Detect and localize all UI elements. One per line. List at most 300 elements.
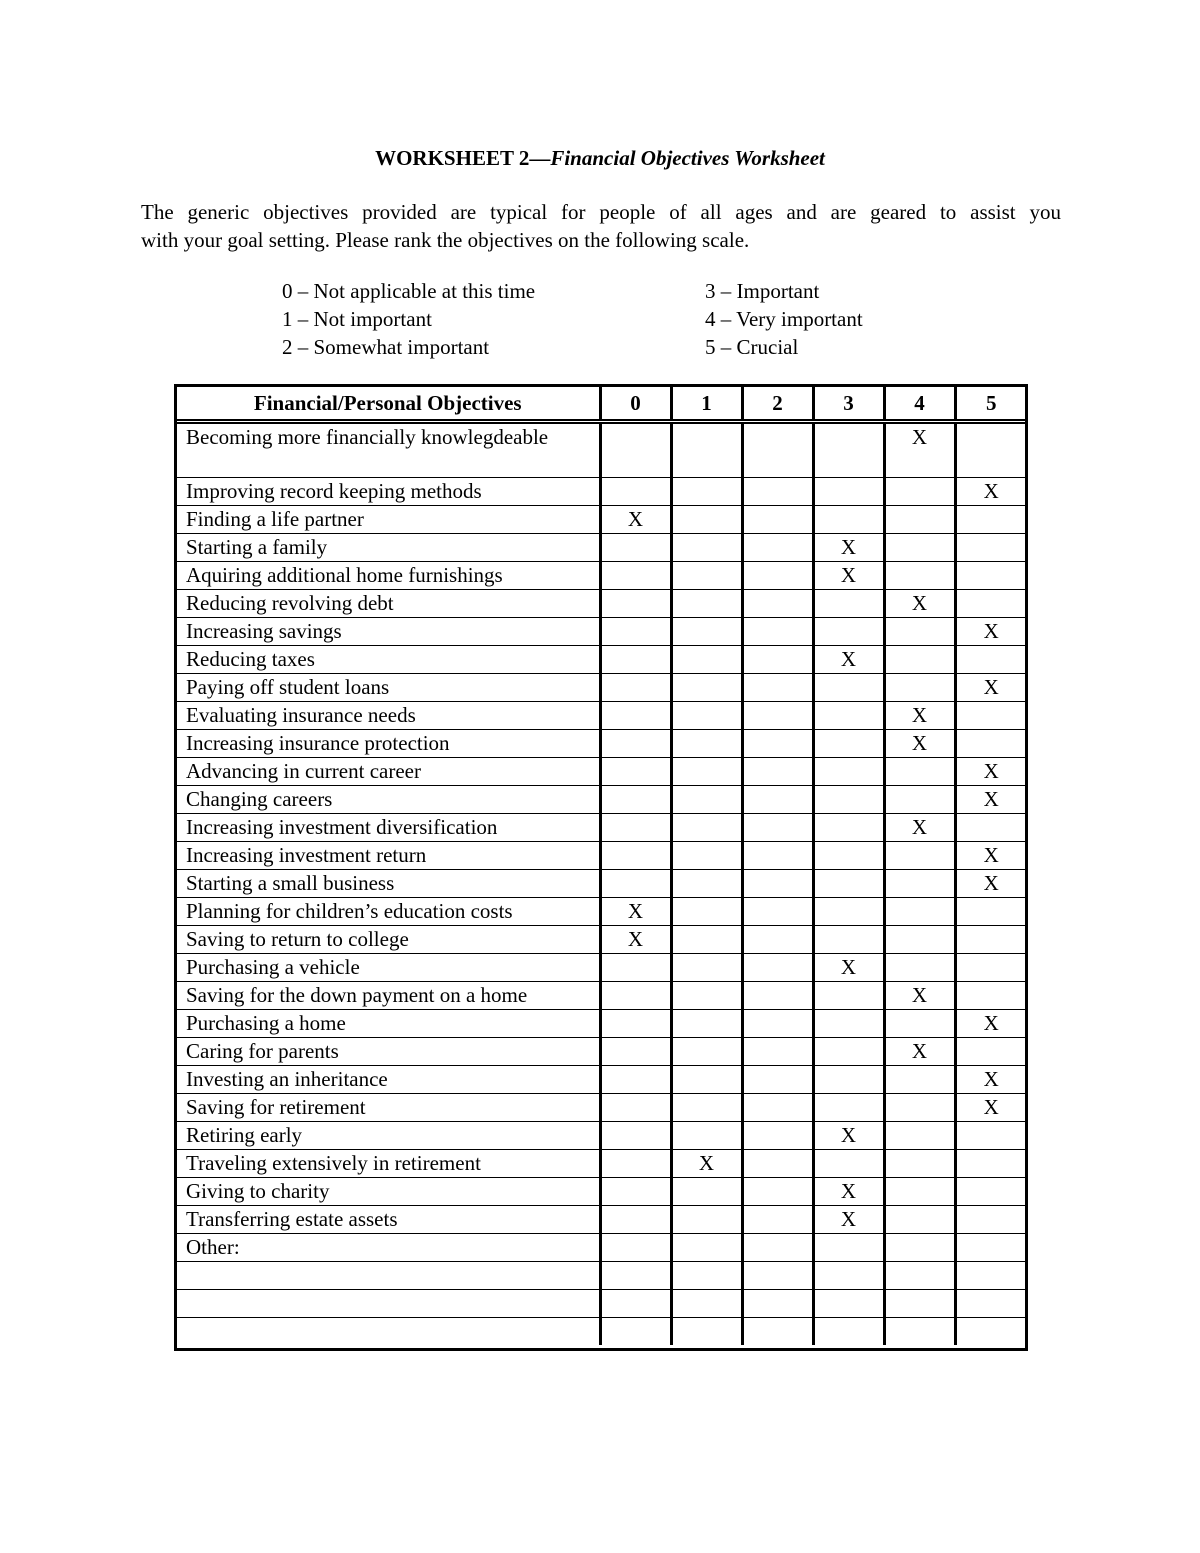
rank-cell-0[interactable] [600,534,671,562]
rank-cell-3[interactable] [813,674,884,702]
rank-mark: X [911,1039,928,1063]
rank-cell-4[interactable] [884,422,955,478]
table-row [177,1290,1026,1318]
rank-cell-1[interactable] [671,1318,742,1346]
rank-mark: X [840,1207,857,1231]
rank-cell-0[interactable] [600,758,671,786]
rank-cell-1[interactable] [671,1094,742,1122]
table-row [177,730,1026,758]
objective-label: Giving to charity [177,1178,600,1206]
rank-cell-2[interactable] [742,1150,813,1178]
table-row [177,1122,1026,1150]
header-rank-1: 1 [671,387,742,422]
rank-cell-5[interactable] [955,1178,1026,1206]
table-row [177,1206,1026,1234]
objective-label: Purchasing a vehicle [177,954,600,982]
rank-cell-4[interactable] [884,1010,955,1038]
rank-cell-1[interactable] [671,926,742,954]
rank-cell-4[interactable] [884,870,955,898]
rank-cell-0[interactable] [600,1290,671,1318]
rank-cell-1[interactable] [671,870,742,898]
rank-cell-2[interactable] [742,1318,813,1346]
rank-cell-1[interactable] [671,1206,742,1234]
rank-cell-0[interactable] [600,422,671,478]
rank-cell-4[interactable] [884,1234,955,1262]
rank-cell-1[interactable] [671,898,742,926]
rank-cell-2[interactable] [742,1206,813,1234]
table-row [177,1318,1026,1346]
rank-mark: X [840,563,857,587]
rank-cell-1[interactable] [671,618,742,646]
rank-cell-0[interactable] [600,1010,671,1038]
rank-cell-4[interactable] [884,674,955,702]
rank-cell-5[interactable] [955,590,1026,618]
rank-cell-4[interactable] [884,786,955,814]
rank-cell-3[interactable] [813,1094,884,1122]
rank-mark: X [983,619,999,643]
rank-mark: X [698,1151,715,1175]
rank-cell-1[interactable] [671,786,742,814]
header-objectives: Financial/Personal Objectives [177,387,600,422]
table-row [177,898,1026,926]
rank-mark: X [983,675,999,699]
rank-cell-3[interactable] [813,982,884,1010]
objective-label: Purchasing a home [177,1010,600,1038]
rank-cell-0[interactable] [600,814,671,842]
table-row [177,1038,1026,1066]
rank-cell-5[interactable] [955,618,1026,646]
rank-mark: X [911,425,928,449]
rank-cell-5[interactable] [955,1066,1026,1094]
rank-cell-0[interactable] [600,674,671,702]
rank-cell-5[interactable] [955,1094,1026,1122]
rank-cell-5[interactable] [955,814,1026,842]
rank-cell-3[interactable] [813,786,884,814]
rank-cell-3[interactable] [813,730,884,758]
rank-cell-0[interactable] [600,786,671,814]
rank-cell-2[interactable] [742,562,813,590]
rank-cell-3[interactable] [813,1206,884,1234]
rank-cell-2[interactable] [742,1122,813,1150]
title-main: Financial Objectives Worksheet [550,146,825,170]
rank-cell-2[interactable] [742,730,813,758]
rank-cell-3[interactable] [813,842,884,870]
table-row [177,814,1026,842]
rank-cell-0[interactable] [600,562,671,590]
rank-cell-2[interactable] [742,506,813,534]
rank-cell-3[interactable] [813,478,884,506]
rank-mark: X [911,703,928,727]
objective-label: Traveling extensively in retirement [177,1150,600,1178]
rank-mark: X [840,647,857,671]
rank-cell-5[interactable] [955,786,1026,814]
objective-label: Finding a life partner [177,506,600,534]
rank-cell-3[interactable] [813,1066,884,1094]
rank-cell-5[interactable] [955,954,1026,982]
rank-cell-5[interactable] [955,1122,1026,1150]
rank-mark: X [983,759,999,783]
objective-label: Advancing in current career [177,758,600,786]
rank-cell-0[interactable] [600,954,671,982]
rank-cell-2[interactable] [742,926,813,954]
rank-mark: X [840,955,857,979]
objective-label: Increasing investment return [177,842,600,870]
scale-item: 3 – Important [705,279,820,303]
objective-label: Caring for parents [177,1038,600,1066]
table-row [177,618,1026,646]
objective-label [177,1290,600,1318]
rank-cell-4[interactable] [884,1178,955,1206]
rank-cell-5[interactable] [955,982,1026,1010]
rank-cell-0[interactable] [600,506,671,534]
rank-cell-3[interactable] [813,590,884,618]
header-rank-2: 2 [742,387,813,422]
table-row [177,758,1026,786]
header-rank-0: 0 [600,387,671,422]
rank-cell-1[interactable] [671,478,742,506]
rank-cell-1[interactable] [671,1234,742,1262]
objective-label: Starting a family [177,534,600,562]
table-row [177,1234,1026,1262]
table-row [177,1178,1026,1206]
rank-cell-1[interactable] [671,506,742,534]
rank-cell-1[interactable] [671,730,742,758]
scale-item: 5 – Crucial [705,335,799,359]
rank-cell-1[interactable] [671,1010,742,1038]
table-row [177,646,1026,674]
objective-label: Planning for children’s education costs [177,898,600,926]
objective-label [177,1262,600,1290]
rank-cell-4[interactable] [884,898,955,926]
objective-label: Changing careers [177,786,600,814]
scale-legend-left [282,277,535,361]
rank-cell-4[interactable] [884,1206,955,1234]
header-rank-3: 3 [813,387,884,422]
header-rank-4: 4 [884,387,955,422]
rank-mark: X [983,787,999,811]
objective-label: Improving record keeping methods [177,478,600,506]
rank-mark: X [983,1095,999,1119]
rank-mark: X [911,983,928,1007]
objective-label: Reducing taxes [177,646,600,674]
table-row [177,506,1026,534]
objective-label: Other: [177,1234,600,1262]
rank-cell-0[interactable] [600,1066,671,1094]
rank-cell-2[interactable] [742,646,813,674]
rank-mark: X [840,1123,857,1147]
table-row [177,954,1026,982]
rank-cell-5[interactable] [955,1150,1026,1178]
rank-cell-2[interactable] [742,1178,813,1206]
rank-cell-4[interactable] [884,478,955,506]
rank-cell-5[interactable] [955,1038,1026,1066]
rank-cell-2[interactable] [742,870,813,898]
rank-cell-3[interactable] [813,646,884,674]
rank-cell-0[interactable] [600,926,671,954]
objective-label: Saving for retirement [177,1094,600,1122]
rank-cell-3[interactable] [813,1038,884,1066]
rank-cell-4[interactable] [884,1094,955,1122]
rank-cell-2[interactable] [742,1038,813,1066]
rank-cell-4[interactable] [884,590,955,618]
rank-cell-1[interactable] [671,674,742,702]
rank-cell-5[interactable] [955,870,1026,898]
rank-cell-2[interactable] [742,1262,813,1290]
rank-cell-3[interactable] [813,534,884,562]
objectives-table [177,387,1026,1345]
rank-cell-4[interactable] [884,842,955,870]
objective-label: Becoming more financially knowlegdeable [177,422,600,478]
objective-label: Reducing revolving debt [177,590,600,618]
rank-cell-5[interactable] [955,1010,1026,1038]
rank-cell-2[interactable] [742,422,813,478]
rank-cell-2[interactable] [742,1066,813,1094]
table-row [177,478,1026,506]
rank-cell-3[interactable] [813,562,884,590]
rank-cell-4[interactable] [884,1150,955,1178]
worksheet-title [0,145,1200,171]
table-row [177,982,1026,1010]
table-row [177,1066,1026,1094]
table-row [177,786,1026,814]
rank-cell-0[interactable] [600,1122,671,1150]
rank-cell-5[interactable] [955,1290,1026,1318]
table-row [177,1010,1026,1038]
rank-cell-2[interactable] [742,1010,813,1038]
rank-cell-2[interactable] [742,786,813,814]
rank-cell-0[interactable] [600,842,671,870]
rank-cell-4[interactable] [884,646,955,674]
objective-label: Saving for the down payment on a home [177,982,600,1010]
rank-cell-1[interactable] [671,1290,742,1318]
rank-cell-4[interactable] [884,1066,955,1094]
scale-item: 1 – Not important [282,307,432,331]
rank-cell-4[interactable] [884,982,955,1010]
rank-cell-5[interactable] [955,898,1026,926]
rank-cell-5[interactable] [955,1262,1026,1290]
rank-cell-5[interactable] [955,534,1026,562]
rank-cell-2[interactable] [742,842,813,870]
intro-paragraph [141,198,1061,254]
scale-item: 4 – Very important [705,307,863,331]
rank-cell-1[interactable] [671,1150,742,1178]
rank-cell-5[interactable] [955,562,1026,590]
rank-cell-1[interactable] [671,1122,742,1150]
rank-cell-4[interactable] [884,534,955,562]
rank-cell-4[interactable] [884,562,955,590]
rank-cell-4[interactable] [884,1038,955,1066]
rank-cell-0[interactable] [600,590,671,618]
table-row [177,590,1026,618]
title-prefix: WORKSHEET 2— [375,146,551,170]
rank-cell-1[interactable] [671,954,742,982]
objective-label [177,1318,600,1346]
rank-cell-4[interactable] [884,1318,955,1346]
rank-cell-5[interactable] [955,926,1026,954]
rank-cell-3[interactable] [813,1178,884,1206]
table-row [177,562,1026,590]
rank-cell-5[interactable] [955,422,1026,478]
rank-cell-1[interactable] [671,758,742,786]
rank-cell-5[interactable] [955,1234,1026,1262]
rank-cell-1[interactable] [671,1038,742,1066]
rank-cell-0[interactable] [600,1178,671,1206]
rank-cell-0[interactable] [600,478,671,506]
objective-label: Aquiring additional home furnishings [177,562,600,590]
rank-mark: X [983,871,999,895]
rank-mark: X [627,927,644,951]
rank-cell-1[interactable] [671,1066,742,1094]
rank-cell-3[interactable] [813,1150,884,1178]
rank-cell-3[interactable] [813,1262,884,1290]
objective-label: Saving to return to college [177,926,600,954]
objective-label: Investing an inheritance [177,1066,600,1094]
rank-cell-1[interactable] [671,1178,742,1206]
rank-cell-0[interactable] [600,730,671,758]
rank-cell-3[interactable] [813,1010,884,1038]
table-row [177,1262,1026,1290]
rank-cell-5[interactable] [955,1206,1026,1234]
rank-cell-1[interactable] [671,1262,742,1290]
rank-cell-0[interactable] [600,898,671,926]
rank-mark: X [911,591,928,615]
rank-cell-0[interactable] [600,1038,671,1066]
rank-cell-3[interactable] [813,758,884,786]
rank-mark: X [627,507,644,531]
rank-cell-0[interactable] [600,702,671,730]
objectives-table-frame [174,384,1028,1351]
rank-cell-3[interactable] [813,926,884,954]
rank-cell-2[interactable] [742,982,813,1010]
rank-cell-0[interactable] [600,618,671,646]
rank-mark: X [840,1179,857,1203]
rank-cell-1[interactable] [671,842,742,870]
rank-cell-4[interactable] [884,758,955,786]
rank-cell-2[interactable] [742,814,813,842]
table-row [177,702,1026,730]
intro-line-2: with your goal setting. Please rank the objectives on the following scale. [141,228,750,252]
rank-cell-1[interactable] [671,982,742,1010]
rank-cell-2[interactable] [742,758,813,786]
rank-cell-4[interactable] [884,814,955,842]
rank-cell-1[interactable] [671,702,742,730]
table-row [177,926,1026,954]
rank-cell-4[interactable] [884,1122,955,1150]
rank-cell-5[interactable] [955,1318,1026,1346]
rank-cell-2[interactable] [742,702,813,730]
objective-label: Starting a small business [177,870,600,898]
rank-cell-5[interactable] [955,758,1026,786]
rank-cell-5[interactable] [955,478,1026,506]
rank-cell-3[interactable] [813,870,884,898]
rank-cell-0[interactable] [600,646,671,674]
rank-cell-4[interactable] [884,730,955,758]
rank-cell-3[interactable] [813,814,884,842]
rank-cell-5[interactable] [955,842,1026,870]
rank-cell-2[interactable] [742,674,813,702]
rank-cell-3[interactable] [813,618,884,646]
rank-cell-2[interactable] [742,1094,813,1122]
rank-cell-4[interactable] [884,702,955,730]
rank-cell-2[interactable] [742,1290,813,1318]
rank-cell-3[interactable] [813,506,884,534]
rank-cell-3[interactable] [813,1290,884,1318]
rank-cell-1[interactable] [671,422,742,478]
rank-cell-5[interactable] [955,506,1026,534]
rank-mark: X [840,535,857,559]
rank-cell-3[interactable] [813,1234,884,1262]
rank-cell-3[interactable] [813,1122,884,1150]
rank-cell-3[interactable] [813,898,884,926]
scale-legend-right [705,277,863,361]
rank-cell-2[interactable] [742,1234,813,1262]
rank-cell-1[interactable] [671,590,742,618]
rank-cell-1[interactable] [671,562,742,590]
rank-mark: X [983,1067,999,1091]
rank-cell-5[interactable] [955,674,1026,702]
rank-cell-0[interactable] [600,982,671,1010]
rank-cell-2[interactable] [742,478,813,506]
table-row [177,674,1026,702]
objective-label: Increasing savings [177,618,600,646]
rank-cell-0[interactable] [600,1094,671,1122]
table-header-row [177,387,1026,422]
objective-label: Evaluating insurance needs [177,702,600,730]
rank-cell-0[interactable] [600,1206,671,1234]
rank-cell-2[interactable] [742,534,813,562]
rank-cell-3[interactable] [813,1318,884,1346]
rank-cell-3[interactable] [813,702,884,730]
objective-label: Transferring estate assets [177,1206,600,1234]
scale-item: 2 – Somewhat important [282,335,490,359]
rank-cell-1[interactable] [671,646,742,674]
rank-cell-0[interactable] [600,1262,671,1290]
rank-cell-0[interactable] [600,870,671,898]
table-row [177,1094,1026,1122]
objective-label: Paying off student loans [177,674,600,702]
rank-cell-5[interactable] [955,702,1026,730]
table-row [177,534,1026,562]
rank-cell-2[interactable] [742,618,813,646]
objective-label: Increasing insurance protection [177,730,600,758]
rank-cell-4[interactable] [884,506,955,534]
rank-cell-0[interactable] [600,1318,671,1346]
rank-cell-1[interactable] [671,534,742,562]
rank-cell-4[interactable] [884,618,955,646]
objective-label: Retiring early [177,1122,600,1150]
rank-cell-2[interactable] [742,898,813,926]
rank-mark: X [911,731,928,755]
table-row [177,422,1026,478]
table-body [177,422,1026,1346]
scale-item: 0 – Not applicable at this time [282,279,536,303]
rank-cell-4[interactable] [884,1262,955,1290]
rank-cell-3[interactable] [813,954,884,982]
rank-cell-5[interactable] [955,730,1026,758]
rank-cell-0[interactable] [600,1150,671,1178]
rank-cell-4[interactable] [884,926,955,954]
rank-cell-2[interactable] [742,954,813,982]
rank-cell-4[interactable] [884,1290,955,1318]
rank-cell-3[interactable] [813,422,884,478]
rank-cell-4[interactable] [884,954,955,982]
rank-cell-5[interactable] [955,646,1026,674]
rank-cell-1[interactable] [671,814,742,842]
rank-mark: X [911,815,928,839]
table-row [177,842,1026,870]
rank-cell-2[interactable] [742,590,813,618]
rank-cell-0[interactable] [600,1234,671,1262]
